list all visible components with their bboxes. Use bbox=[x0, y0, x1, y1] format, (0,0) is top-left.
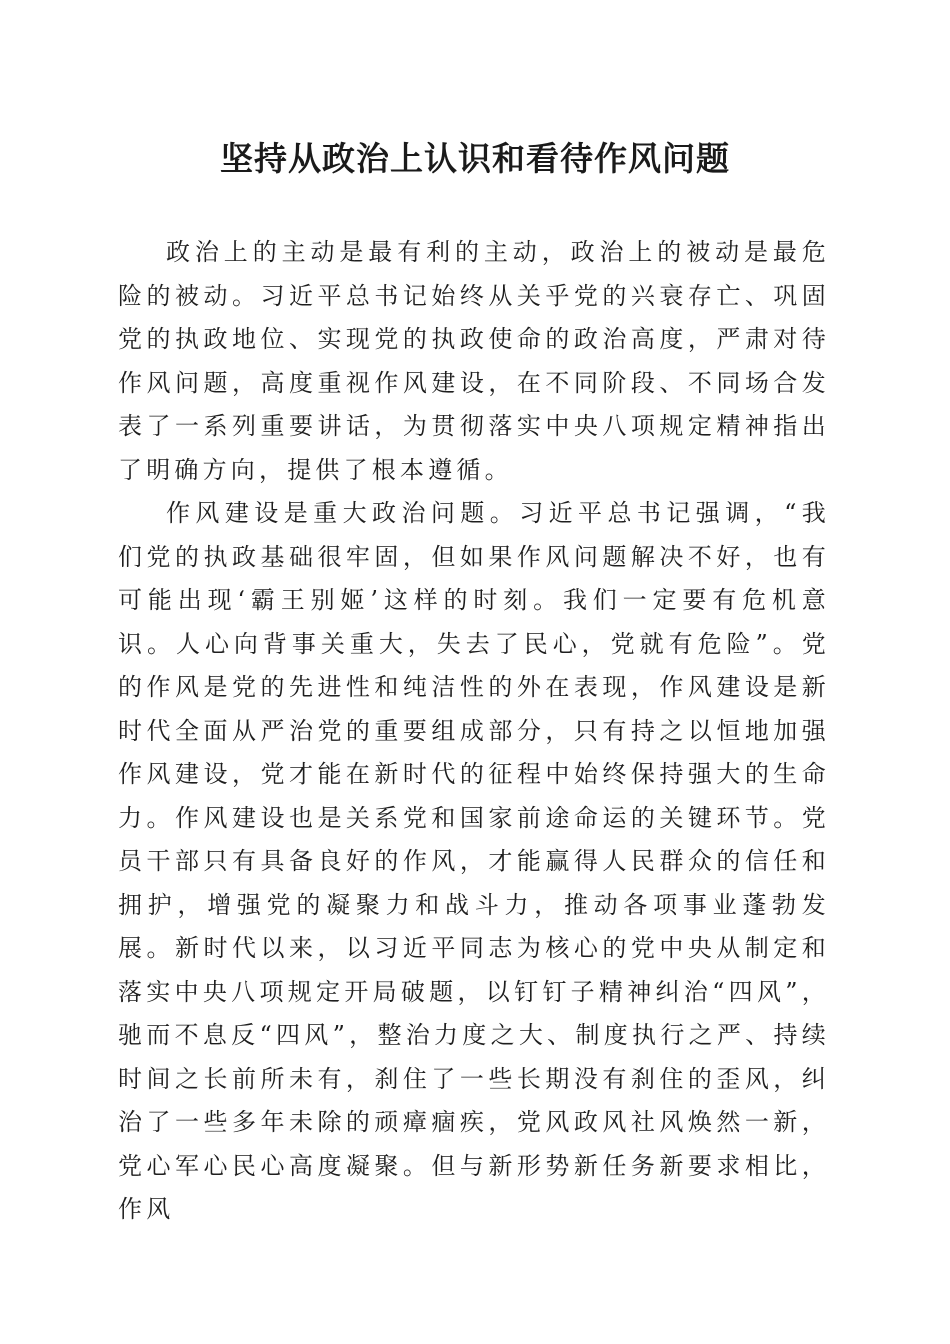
paragraph-1: 政治上的主动是最有利的主动，政治上的被动是最危险的被动。习近平总书记始终从关乎党的兴衰存亡、巩固党的执政地位、实现党的执政使命的政治高度，严肃对待作风问题，高度重视作风建设，在不同阶段、不同场合发表了一系列重要讲话，为贯彻落实中央八项规定精神指出了明确方向，提供了根本遵循。 bbox=[118, 238, 830, 484]
document-body bbox=[118, 231, 830, 1232]
document-title: 坚持从政治上认识和看待作风问题 bbox=[220, 139, 730, 178]
paragraph-2: 作风建设是重大政治问题。习近平总书记强调，“我们党的执政基础很牢固，但如果作风问题解决不好，也有可能出现‘霸王别姬’这样的时刻。我们一定要有危机意识。人心向背事关重大，失去了民心，党就有危险”。党的作风是党的先进性和纯洁性的外在表现，作风建设是新时代全面从严治党的重要组成部分，只有持之以恒地加强作风建设，党才能在新时代的征程中始终保持强大的生命力。作风建设也是关系党和国家前途命运的关键环节。党员干部只有具备良好的作风，才能赢得人民群众的信任和拥护，增强党的凝聚力和战斗力，推动各项事业蓬勃发展。新时代以来，以习近平同志为核心的党中央从制定和落实中央八项规定开局破题，以钉钉子精神纠治“四风”，驰而不息反“四风”，整治力度之大、制度执行之严、持续时间之长前所未有，刹住了一些长期没有刹住的歪风，纠治了一些多年未除的顽瘴痼疾，党风政风社风焕然一新，党心军心民心高度凝聚。但与新形势新任务新要求相比，作风 bbox=[118, 499, 830, 1223]
